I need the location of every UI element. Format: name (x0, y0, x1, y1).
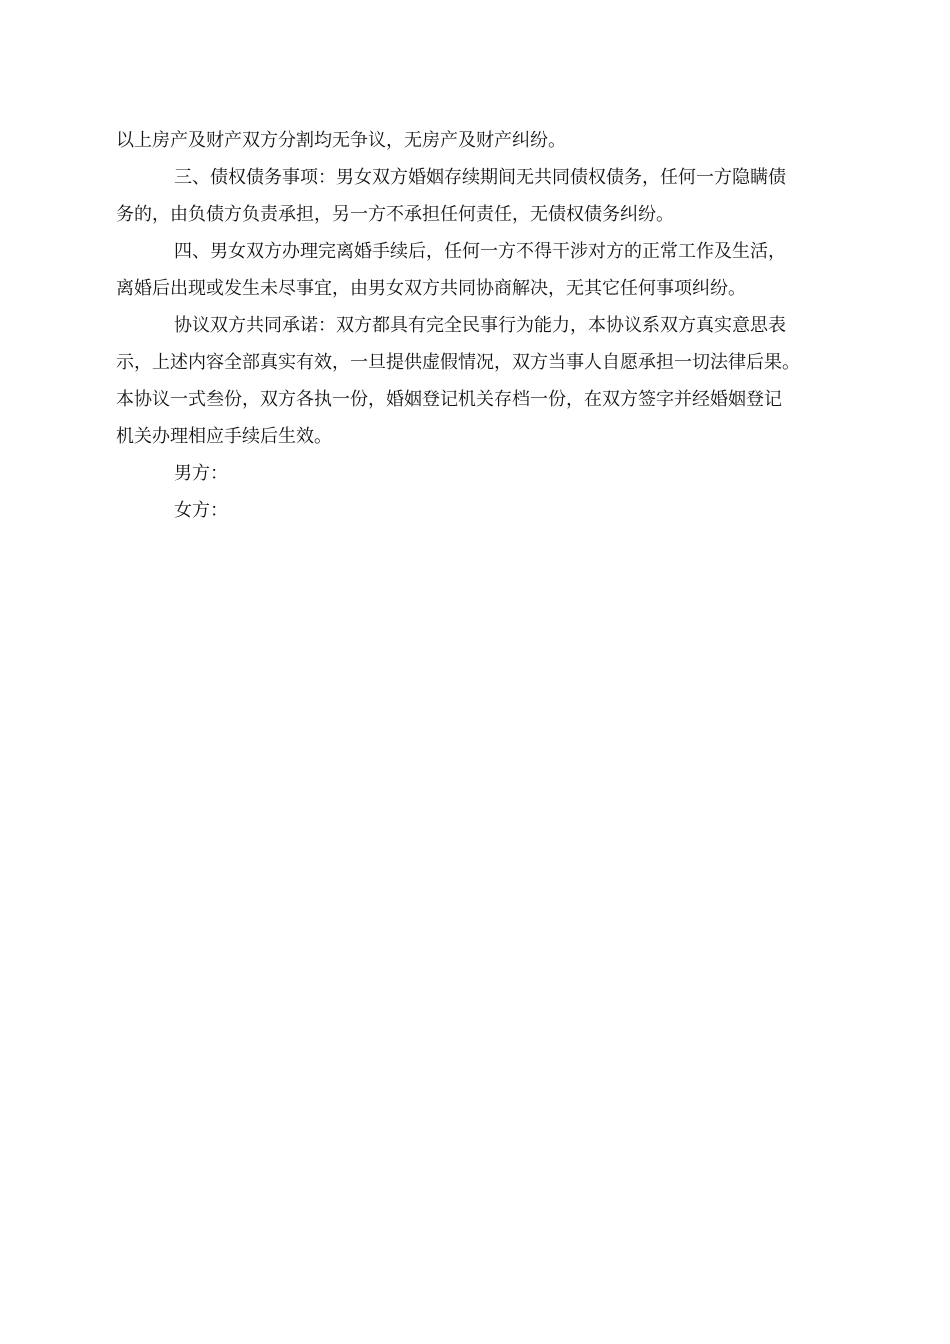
text-line-8: 本协议一式叁份，双方各执一份，婚姻登记机关存档一份，在双方签字并经婚姻登记 (116, 389, 782, 410)
text-line-3: 务的，由负债方负责承担，另一方不承担任何责任，无债权债务纠纷。 (116, 204, 674, 225)
text-line-7: 示，上述内容全部真实有效，一旦提供虚假情况，双方当事人自愿承担一切法律后果。 (116, 352, 800, 373)
text-line-6: 协议双方共同承诺：双方都具有完全民事行为能力，本协议系双方真实意思表 (174, 315, 786, 336)
agreement-body (116, 122, 846, 529)
male-signature-label: 男方： (174, 463, 228, 484)
text-line-4: 四、男女双方办理完离婚手续后，任何一方不得干涉对方的正常工作及生活， (174, 241, 786, 262)
text-line-1: 以上房产及财产双方分割均无争议，无房产及财产纠纷。 (116, 130, 566, 151)
female-signature-label: 女方： (174, 500, 228, 521)
text-line-2: 三、债权债务事项：男女双方婚姻存续期间无共同债权债务，任何一方隐瞒债 (174, 167, 786, 188)
text-line-5: 离婚后出现或发生未尽事宜，由男女双方共同协商解决，无其它任何事项纠纷。 (116, 278, 746, 299)
text-line-9: 机关办理相应手续后生效。 (116, 426, 332, 447)
